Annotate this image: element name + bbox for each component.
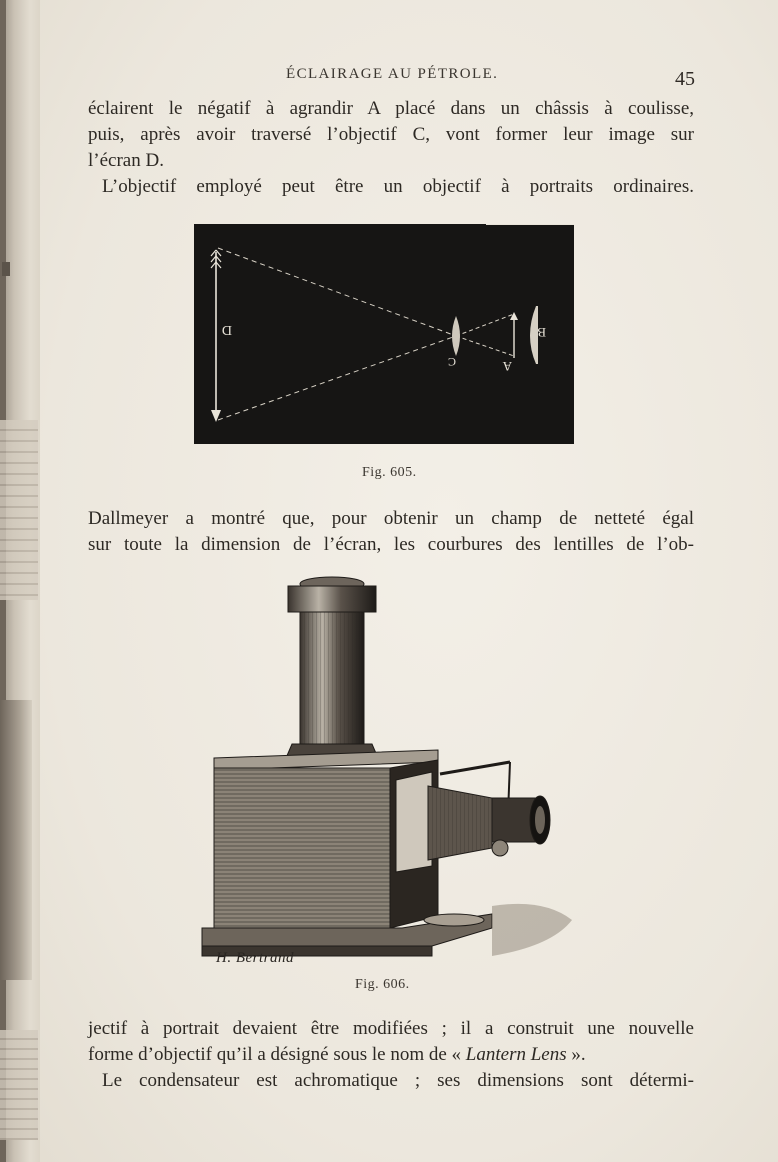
text-line: éclairent le négatif à agrandir A placé dans un châssis à coulisse, — [88, 98, 694, 119]
condenser-lens-b — [530, 306, 538, 364]
lantern-engraving — [192, 576, 582, 972]
facing-page-text-lower — [0, 1030, 38, 1140]
engraver-signature: H. Bertrand — [216, 950, 294, 966]
running-head: ÉCLAIRAGE AU PÉTROLE. — [286, 66, 499, 82]
label-a: A — [502, 359, 512, 374]
lens-rail — [440, 762, 510, 774]
margin-mark — [2, 262, 10, 276]
figure-606-caption: Fig. 606. — [355, 977, 410, 992]
figure-605-diagram — [194, 224, 574, 444]
text-line: puis, après avoir traversé l’objectif C, vont former leur image sur — [88, 124, 694, 145]
figure-606-projection-lantern — [192, 576, 582, 972]
table-shadow — [492, 904, 572, 956]
label-b: B — [537, 325, 546, 340]
label-d: D — [221, 322, 232, 337]
text-line: jectif à portrait devaient être modifiées ; il a construit une nouvelle — [88, 1018, 694, 1039]
text-fragment: ». — [566, 1044, 586, 1065]
text-line: sur toute la dimension de l’écran, les courbures des lentilles de l’ob- — [88, 534, 694, 555]
ray-upper-short — [456, 314, 514, 336]
facing-page-text — [0, 420, 38, 600]
ray-lower — [218, 336, 456, 420]
text-line: Dallmeyer a montré que, pour obtenir un champ de netteté égal — [88, 508, 694, 529]
paragraph-2 — [88, 506, 694, 558]
negative-a-arrow-head — [510, 312, 518, 320]
paragraph-3 — [88, 1016, 694, 1094]
ray-lower-short — [456, 336, 514, 356]
text-line: l’écran D. — [88, 150, 164, 171]
ray-upper — [218, 248, 456, 336]
slide-holder-frame — [396, 772, 432, 872]
screen-arrow-head — [211, 410, 221, 422]
facing-page-illustration — [0, 700, 32, 980]
burner-knob — [424, 914, 484, 926]
box-front-shading — [214, 768, 390, 928]
optical-diagram — [194, 224, 574, 444]
lens-glass — [535, 806, 545, 834]
chimney-cap — [288, 586, 376, 612]
chimney-shading — [300, 612, 364, 744]
label-c: C — [447, 355, 456, 369]
book-binding-edge — [0, 0, 40, 1162]
paragraph-1 — [88, 96, 694, 200]
text-line: Le condensateur est achromatique ; ses dimensions sont détermi- — [102, 1070, 694, 1091]
page-number: 45 — [675, 68, 695, 90]
focus-knob — [492, 840, 508, 856]
text-line — [88, 1042, 694, 1068]
text-fragment: forme d’objectif qu’il a désigné sous le nom de « — [88, 1044, 466, 1065]
lantern-lens-term: Lantern Lens — [465, 1044, 567, 1065]
text-line: L’objectif employé peut être un objectif à portraits ordinaires. — [102, 176, 694, 197]
lens-cone-shading — [428, 786, 492, 860]
objective-lens-c — [452, 316, 460, 356]
figure-605-caption: Fig. 605. — [362, 465, 417, 480]
